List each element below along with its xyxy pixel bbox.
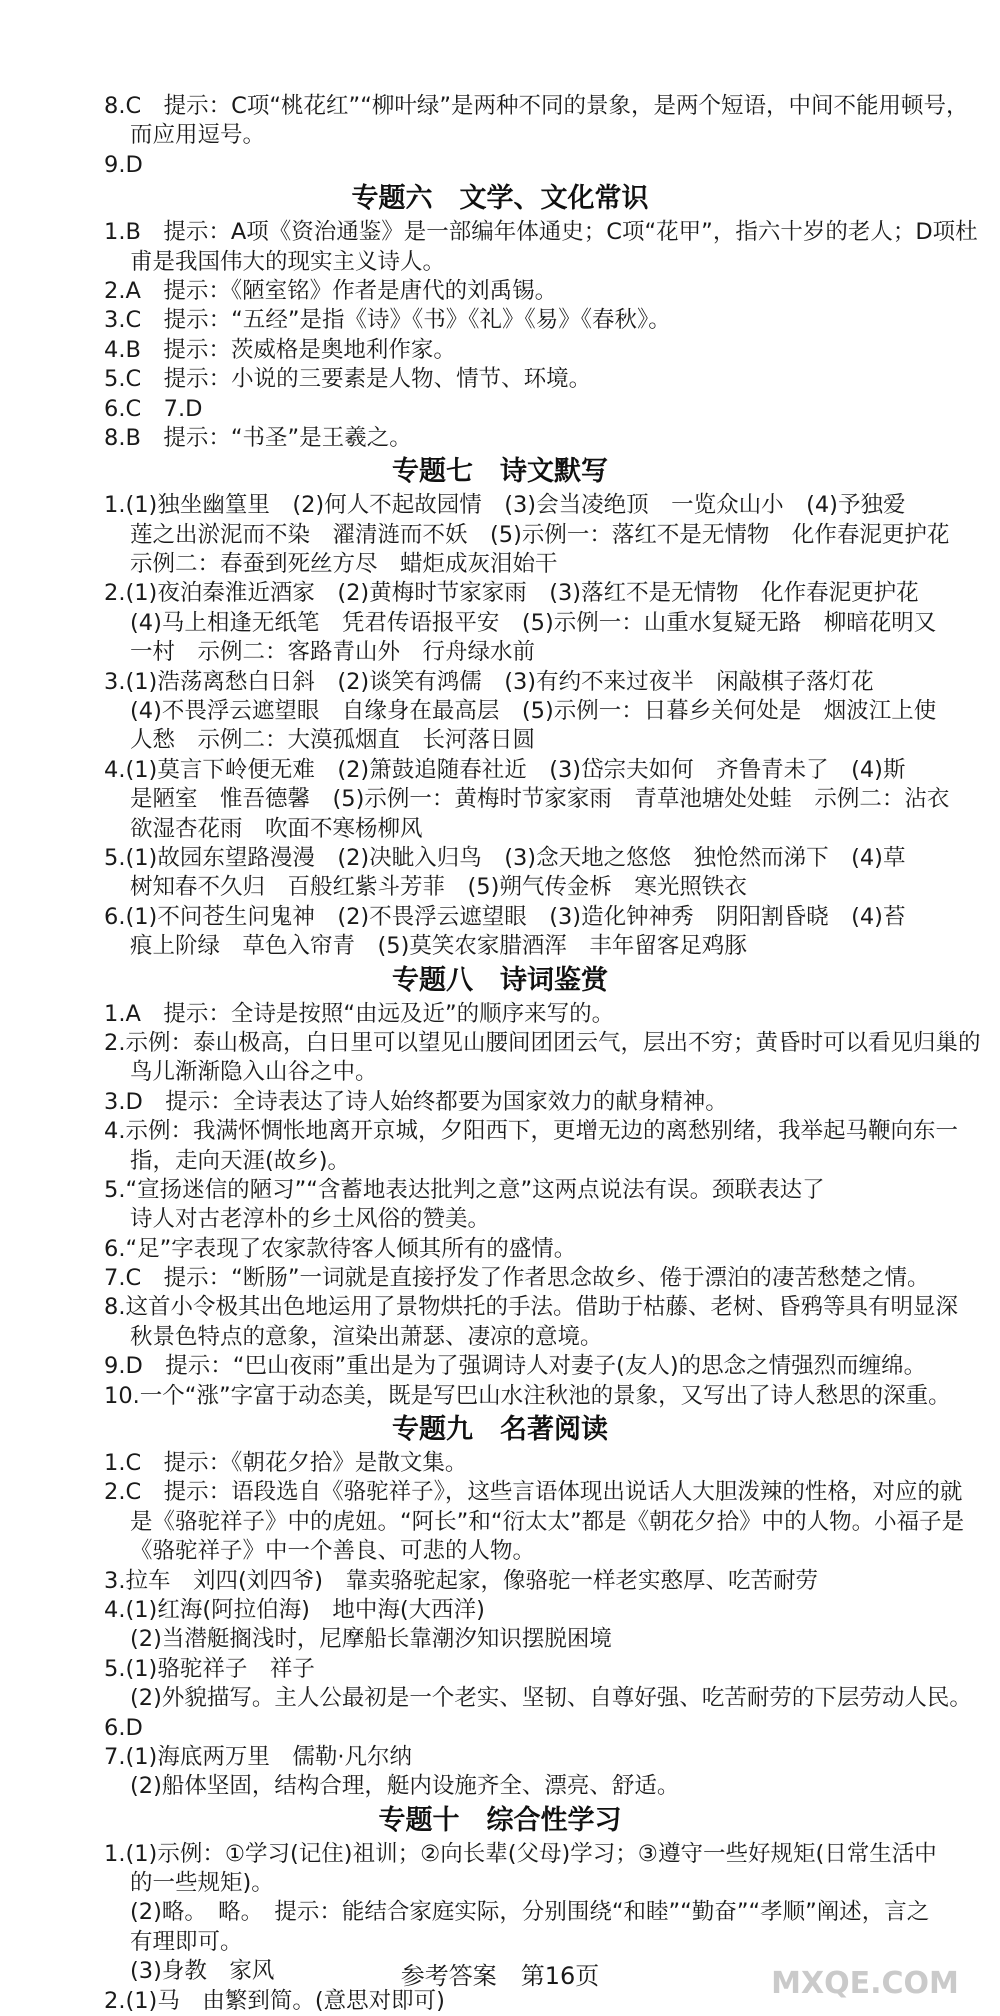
answer-line: 而应用逗号。 bbox=[130, 122, 266, 149]
answer-line: 5.“宣扬迷信的陋习”“含蓄地表达批判之意”这两点说法有误。颈联表达了 bbox=[104, 1176, 825, 1203]
answer-line: 4.示例：我满怀惆怅地离开京城，夕阳西下，更增无边的离愁别绪，我举起马鞭向东一 bbox=[104, 1118, 958, 1145]
section-heading-8: 专题八 诗词鉴赏 bbox=[392, 964, 608, 996]
answer-line: 1.A 提示：全诗是按照“由远及近”的顺序来写的。 bbox=[104, 1000, 615, 1027]
answer-line: 9.D 提示：“巴山夜雨”重出是为了强调诗人对妻子(友人)的思念之情强烈而缠绵。 bbox=[104, 1353, 927, 1380]
answer-line: 是《骆驼祥子》中的虎妞。“阿长”和“衍太太”都是《朝花夕拾》中的人物。小福子是 bbox=[130, 1508, 965, 1535]
svg-text:MXQE.COM: MXQE.COM bbox=[771, 1966, 959, 2001]
answer-line: (3)身教 家风 bbox=[130, 1958, 275, 1985]
section-heading-10: 专题十 综合性学习 bbox=[378, 1804, 622, 1836]
answer-line: 6.“足”字表现了农家款待客人倾其所有的盛情。 bbox=[104, 1235, 577, 1262]
answer-line: (2)当潜艇搁浅时，尼摩船长靠潮汐知识摆脱困境 bbox=[130, 1626, 612, 1653]
answer-line: 2.(1)夜泊秦淮近酒家 (2)黄梅时节家家雨 (3)落红不是无情物 化作春泥更护花 bbox=[104, 580, 919, 607]
answer-line: 1.B 提示：A项《资治通鉴》是一部编年体通史；C项“花甲”，指六十岁的老人；D项杜 bbox=[104, 219, 978, 246]
answer-line: 有理即可。 bbox=[130, 1928, 243, 1955]
watermark-logo bbox=[740, 1913, 990, 2003]
answer-line: 5.(1)故园东望路漫漫 (2)决眦入归鸟 (3)念天地之悠悠 独怆然而涕下 (4)草 bbox=[104, 844, 906, 871]
answer-line: 6.C 7.D bbox=[104, 395, 203, 422]
answer-flow bbox=[0, 92, 1000, 2016]
section-heading-9: 专题九 名著阅读 bbox=[392, 1414, 608, 1446]
section-heading-6: 专题六 文学、文化常识 bbox=[351, 183, 649, 215]
answer-line: (2)船体坚固，结构合理，艇内设施齐全、漂亮、舒适。 bbox=[130, 1773, 680, 1800]
answer-line: 10.一个“涨”字富于动态美，既是写巴山水注秋池的景象，又写出了诗人愁思的深重。 bbox=[104, 1382, 951, 1409]
answer-line: 3.D 提示：全诗表达了诗人始终都要为国家效力的献身精神。 bbox=[104, 1088, 728, 1115]
answer-line: 8.C 提示：C项“桃花红”“柳叶绿”是两种不同的景象，是两个短语，中间不能用顿号， bbox=[104, 93, 969, 119]
answer-line: 《骆驼祥子》中一个善良、可悲的人物。 bbox=[130, 1538, 536, 1565]
answer-line: 4.B 提示：茨威格是奥地利作家。 bbox=[104, 336, 456, 363]
answer-line: 2.A 提示：《陋室铭》作者是唐代的刘禹锡。 bbox=[104, 277, 558, 304]
answer-line: (4)不畏浮云遮望眼 自缘身在最高层 (5)示例一：日暮乡关何处是 烟波江上使 bbox=[130, 698, 937, 725]
answer-line: 指，走向天涯(故乡)。 bbox=[130, 1147, 351, 1174]
answer-line: 欲湿杏花雨 吹面不寒杨柳风 bbox=[130, 815, 423, 842]
answer-line: 树知春不久归 百般红紫斗芳菲 (5)朔气传金柝 寒光照铁衣 bbox=[130, 874, 747, 901]
answer-line: 8.B 提示：“书圣”是王羲之。 bbox=[104, 424, 412, 451]
answer-line: (4)马上相逢无纸笔 凭君传语报平安 (5)示例一：山重水复疑无路 柳暗花明又 bbox=[130, 609, 937, 636]
answer-line: 1.(1)示例：①学习(记住)祖训；②向长辈(父母)学习；③遵守一些好规矩(日常生活中 bbox=[104, 1840, 937, 1867]
answer-line: (2)略。 略。 提示：能结合家庭实际，分别围绕“和睦”“勤奋”“孝顺”阐述，言之 bbox=[130, 1899, 930, 1926]
answer-line: 甫是我国伟大的现实主义诗人。 bbox=[130, 248, 446, 275]
page-footer: 参考答案 第16页 bbox=[400, 1962, 600, 1990]
answer-line: 2.示例：泰山极高，白日里可以望见山腰间团团云气，层出不穷；黄昏时可以看见归巢的 bbox=[104, 1029, 981, 1056]
answer-line: 一村 示例二：客路青山外 行舟绿水前 bbox=[130, 639, 536, 666]
answer-line: 8.这首小令极其出色地运用了景物烘托的手法。借助于枯藤、老树、昏鸦等具有明显深 bbox=[104, 1294, 958, 1321]
answer-line: 2.(1)马 由繁到简。(意思对即可) bbox=[104, 1987, 445, 2014]
answer-line: 痕上阶绿 草色入帘青 (5)莫笑农家腊酒浑 丰年留客足鸡豚 bbox=[130, 933, 747, 960]
answer-line: 6.D bbox=[104, 1714, 143, 1741]
answer-line: 4.(1)莫言下岭便无难 (2)箫鼓追随春社近 (3)岱宗夫如何 齐鲁青未了 (4)斯 bbox=[104, 756, 906, 783]
answer-line: 莲之出淤泥而不染 濯清涟而不妖 (5)示例一：落红不是无情物 化作春泥更护花 bbox=[130, 521, 950, 548]
answer-line: 人愁 示例二：大漠孤烟直 长河落日圆 bbox=[130, 727, 536, 754]
answer-line: 5.(1)骆驼祥子 祥子 bbox=[104, 1655, 315, 1682]
answer-line: 9.D bbox=[104, 151, 143, 178]
answer-line: (2)外貌描写。主人公最初是一个老实、坚韧、自尊好强、吃苦耐劳的下层劳动人民。 bbox=[130, 1685, 972, 1712]
answer-line: 7.(1)海底两万里 儒勒·凡尔纳 bbox=[104, 1743, 412, 1770]
answer-line: 3.(1)浩荡离愁白日斜 (2)谈笑有鸿儒 (3)有约不来过夜半 闲敲棋子落灯花 bbox=[104, 668, 874, 695]
answer-line: 秋景色特点的意象，渲染出萧瑟、凄凉的意境。 bbox=[130, 1323, 603, 1350]
answer-line: 示例二：春蚕到死丝方尽 蜡炬成灰泪始干 bbox=[130, 551, 558, 578]
answer-line: 7.C 提示：“断肠”一词就是直接抒发了作者思念故乡、倦于漂泊的凄苦愁楚之情。 bbox=[104, 1265, 930, 1292]
answer-line: 2.C 提示：语段选自《骆驼祥子》，这些言语体现出说话人大胆泼辣的性格，对应的就 bbox=[104, 1479, 963, 1506]
section-heading-7: 专题七 诗文默写 bbox=[392, 456, 608, 488]
answer-line: 5.C 提示：小说的三要素是人物、情节、环境。 bbox=[104, 366, 592, 393]
answer-line: 3.C 提示：“五经”是指《诗》《书》《礼》《易》《春秋》。 bbox=[104, 307, 671, 334]
answer-line: 1.(1)独坐幽篁里 (2)何人不起故园情 (3)会当凌绝顶 一览众山小 (4)予独爱 bbox=[104, 492, 906, 519]
answer-line: 诗人对古老淳朴的乡土风俗的赞美。 bbox=[130, 1206, 491, 1233]
answer-line: 的一些规矩)。 bbox=[130, 1870, 274, 1897]
answer-line: 4.(1)红海(阿拉伯海) 地中海(大西洋) bbox=[104, 1596, 485, 1623]
answer-line: 是陋室 惟吾德馨 (5)示例一：黄梅时节家家雨 青草池塘处处蛙 示例二：沾衣 bbox=[130, 786, 950, 813]
answer-line: 鸟儿渐渐隐入山谷之中。 bbox=[130, 1059, 378, 1086]
answer-line: 1.C 提示：《朝花夕拾》是散文集。 bbox=[104, 1450, 468, 1477]
answer-line: 6.(1)不问苍生问鬼神 (2)不畏浮云遮望眼 (3)造化钟神秀 阴阳割昏晓 (4)苔 bbox=[104, 903, 906, 930]
answer-line: 3.拉车 刘四(刘四爷) 靠卖骆驼起家，像骆驼一样老实憨厚、吃苦耐劳 bbox=[104, 1567, 819, 1594]
